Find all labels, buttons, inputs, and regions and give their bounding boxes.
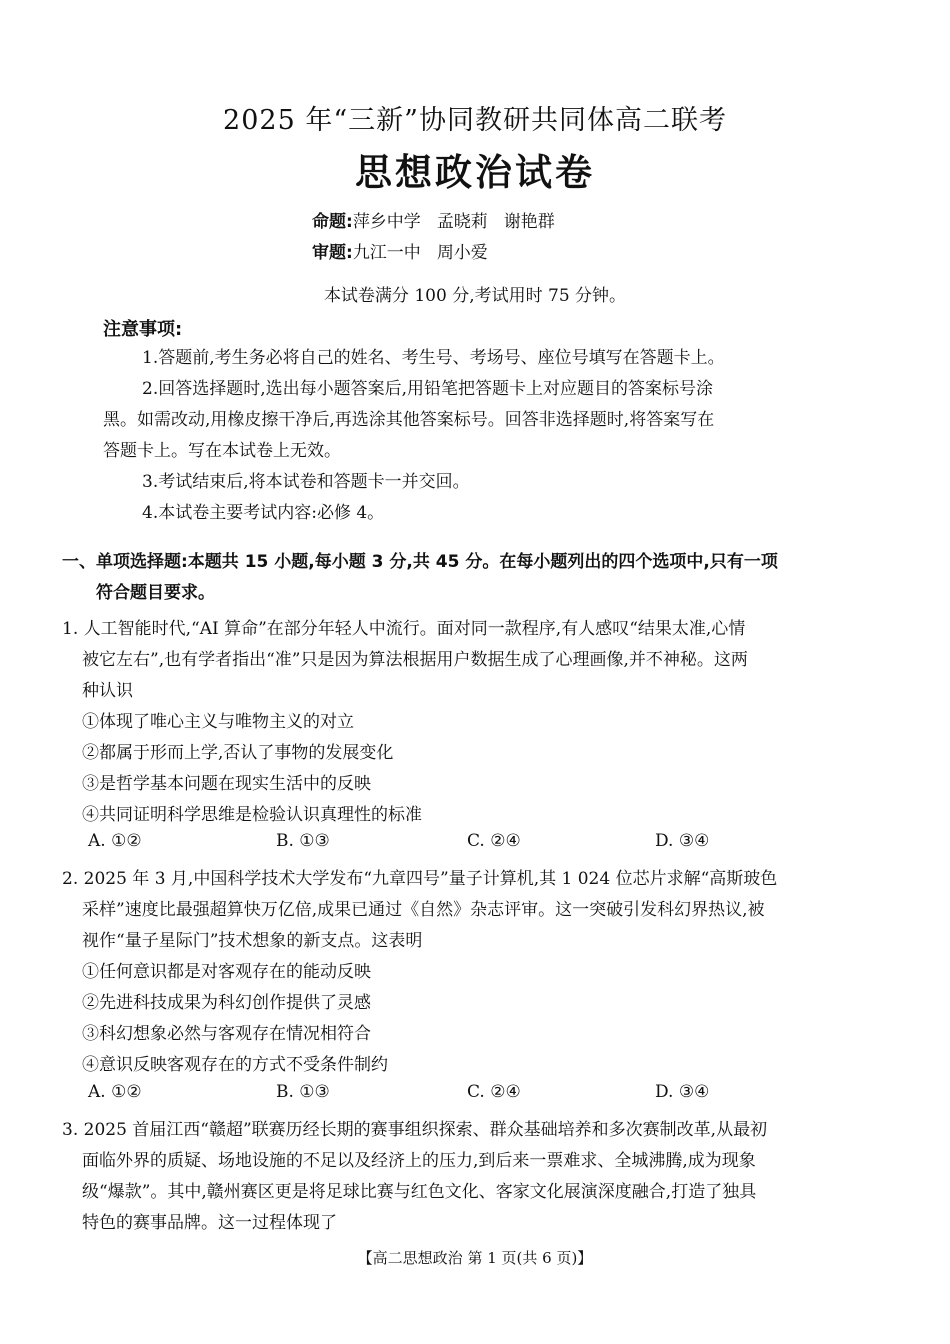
option-c[interactable]: C. ②④ [467, 1082, 521, 1102]
option-a[interactable]: A. ①② [88, 831, 142, 851]
option-b[interactable]: B. ①③ [276, 831, 330, 851]
question-stem: 3. 2025 首届江西“赣超”联赛历经长期的赛事组织探索、群众基础培养和多次赛制改革,从最初 [62, 1120, 768, 1140]
question-statement: ④意识反映客观存在的方式不受条件制约 [82, 1055, 388, 1075]
section-heading: 符合题目要求。 [96, 583, 215, 603]
question-statement: ④共同证明科学思维是检验认识真理性的标准 [82, 805, 422, 825]
question-stem: 种认识 [82, 681, 133, 701]
question-statement: ③科幻想象必然与客观存在情况相符合 [82, 1024, 371, 1044]
author-label: 命题: [312, 212, 353, 232]
notice-line: 3.考试结束后,将本试卷和答题卡一并交回。 [142, 472, 470, 492]
question-stem: 视作“量子星际门”技术想象的新支点。这表明 [82, 931, 423, 951]
question-stem: 被它左右”,也有学者指出“准”只是因为算法根据用户数据生成了心理画像,并不神秘。这两 [82, 650, 748, 670]
question-statement: ①体现了唯心主义与唯物主义的对立 [82, 712, 354, 732]
question-stem: 采样”速度比最强超算快万亿倍,成果已通过《自然》杂志评审。这一突破引发科幻界热议,被 [82, 900, 765, 920]
notice-line: 4.本试卷主要考试内容:必修 4。 [142, 503, 385, 523]
option-d[interactable]: D. ③④ [655, 831, 710, 851]
answer-options [0, 1082, 950, 1106]
notice-heading: 注意事项: [103, 319, 183, 340]
question-statement: ②先进科技成果为科幻创作提供了灵感 [82, 993, 371, 1013]
answer-options [0, 831, 950, 855]
question-stem: 面临外界的质疑、场地设施的不足以及经济上的压力,到后来一票难求、全城沸腾,成为现象 [82, 1151, 756, 1171]
author-name: 孟晓莉 [436, 212, 488, 232]
question-statement: ②都属于形而上学,否认了事物的发展变化 [82, 743, 394, 763]
option-b[interactable]: B. ①③ [276, 1082, 330, 1102]
reviewer-school: 九江一中 [352, 243, 421, 263]
author-school: 萍乡中学 [352, 212, 421, 232]
reviewer-label: 审题: [312, 243, 353, 263]
question-stem: 特色的赛事品牌。这一过程体现了 [82, 1213, 337, 1233]
option-a[interactable]: A. ①② [88, 1082, 142, 1102]
notice-line: 2.回答选择题时,选出每小题答案后,用铅笔把答题卡上对应题目的答案标号涂 [142, 379, 714, 399]
option-c[interactable]: C. ②④ [467, 831, 521, 851]
question-statement: ①任何意识都是对客观存在的能动反映 [82, 962, 371, 982]
section-heading: 一、单项选择题:本题共 15 小题,每小题 3 分,共 45 分。在每小题列出的四个选项中,只有一项 [62, 552, 778, 572]
author-name: 谢艳群 [503, 212, 555, 232]
page-footer: 【高二思想政治 第 1 页(共 6 页)】 [357, 1249, 593, 1267]
reviewer-credit [312, 238, 488, 263]
exam-title-line2: 思想政治试卷 [355, 150, 595, 194]
exam-title-line1: 2025 年“三新”协同教研共同体高二联考 [223, 105, 727, 136]
notice-line: 黑。如需改动,用橡皮擦干净后,再选涂其他答案标号。回答非选择题时,将答案写在 [103, 410, 715, 430]
question-stem: 1. 人工智能时代,“AI 算命”在部分年轻人中流行。面对同一款程序,有人感叹“结果太准,心情 [62, 619, 746, 639]
exam-intro: 本试卷满分 100 分,考试用时 75 分钟。 [323, 286, 627, 306]
question-statement: ③是哲学基本问题在现实生活中的反映 [82, 774, 371, 794]
question-stem: 2. 2025 年 3 月,中国科学技术大学发布“九章四号”量子计算机,其 1 024 位芯片求解“高斯玻色 [62, 869, 778, 889]
reviewer-name: 周小爱 [436, 243, 488, 263]
notice-line: 答题卡上。写在本试卷上无效。 [103, 441, 341, 461]
notice-line: 1.答题前,考生务必将自己的姓名、考生号、考场号、座位号填写在答题卡上。 [142, 348, 725, 368]
author-credit [312, 207, 555, 232]
question-stem: 级“爆款”。其中,赣州赛区更是将足球比赛与红色文化、客家文化展演深度融合,打造了独具 [82, 1182, 757, 1202]
option-d[interactable]: D. ③④ [655, 1082, 710, 1102]
